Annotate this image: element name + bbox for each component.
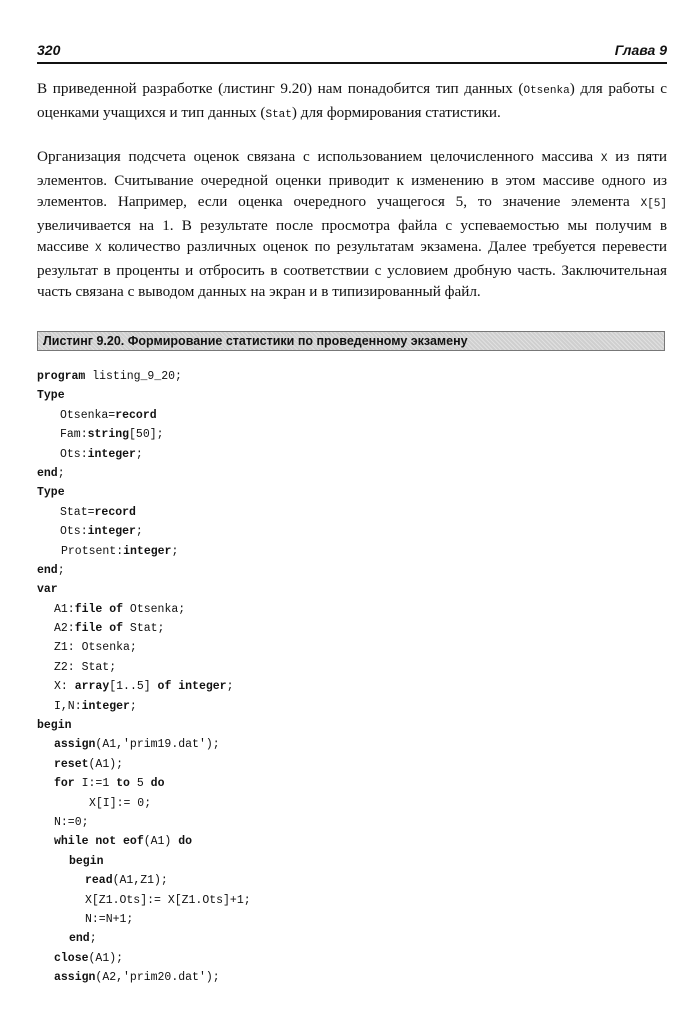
page-header [37, 40, 667, 64]
code-line: read(A1,Z1); [85, 874, 168, 888]
code-line: assign(A2,'prim20.dat'); [54, 971, 220, 985]
code-line: N:=N+1; [85, 912, 134, 926]
code-line: X[I]:= 0; [89, 796, 152, 810]
text: ) для формирования статистики. [291, 104, 501, 121]
code-listing [37, 367, 667, 988]
code-line: end; [37, 563, 65, 577]
code-line: assign(A1,'prim19.dat'); [54, 738, 220, 752]
code-line: Z1: Otsenka; [54, 641, 137, 655]
inline-code: Stat [265, 109, 292, 121]
code-line: N:=0; [54, 815, 89, 829]
code-line: Stat=record [60, 505, 136, 519]
text: Организация подсчета оценок связана с использованием целочисленного массива [37, 148, 601, 165]
text: из пяти элементов. Считывание очередной оценки приводит к изменению в этом массиве одного из элементов. Например, если оценка очередного учащегося 5, то значение элемента [37, 148, 667, 210]
inline-code: X [600, 153, 608, 165]
text: В приведенной разработке (листинг 9.20) нам понадобится тип данных ( [37, 80, 524, 97]
inline-code: Otsenka [523, 85, 570, 97]
code-line: I,N:integer; [54, 699, 137, 713]
code-line: Type [37, 486, 65, 500]
code-line: end; [69, 932, 97, 946]
page-number: 320 [37, 42, 61, 58]
text: количество различных оценок по результатам экзамена. Далее требуется перевести результат в проценты и отбросить в соответствии с условием дробную часть. Заключительная часть связана с выводом данных на экран и в типизированный файл. [37, 238, 667, 300]
code-line: for I:=1 to 5 do [54, 777, 165, 791]
inline-code: X [95, 243, 102, 255]
code-line: Fam:string[50]; [60, 428, 164, 442]
code-line: X[Z1.Ots]:= X[Z1.Ots]+1; [85, 893, 251, 907]
code-line: X: array[1..5] of integer; [54, 680, 234, 694]
chapter-title: Глава 9 [614, 42, 667, 58]
inline-code: X[5] [640, 198, 667, 210]
paragraph-description [37, 146, 667, 302]
code-line: A2:file of Stat; [54, 622, 165, 636]
code-line: begin [69, 854, 104, 868]
code-line: var [37, 583, 58, 597]
text: увеличивается на 1. В результате после просмотра файла с успеваемостью мы получим в массиве [37, 217, 667, 255]
code-line: Ots:integer; [60, 525, 143, 539]
code-line: close(A1); [54, 951, 124, 965]
code-line: Z2: Stat; [54, 660, 117, 674]
code-line: while not eof(A1) do [54, 835, 193, 849]
code-line: reset(A1); [54, 757, 124, 771]
paragraph-intro [37, 78, 667, 126]
code-line: program listing_9_20; [37, 370, 182, 383]
code-line: Type [37, 389, 65, 403]
code-line: Otsenka=record [60, 408, 157, 422]
code-line: Protsent:integer; [61, 544, 179, 558]
code-line: end; [37, 466, 65, 480]
code-line: Ots:integer; [60, 447, 143, 461]
code-line: A1:file of Otsenka; [54, 602, 186, 616]
listing-title: Листинг 9.20. Формирование статистики по проведенному экзамену [37, 331, 665, 351]
text: ) для работы с оценками учащихся и тип данных ( [37, 80, 668, 121]
code-line: begin [37, 719, 72, 733]
